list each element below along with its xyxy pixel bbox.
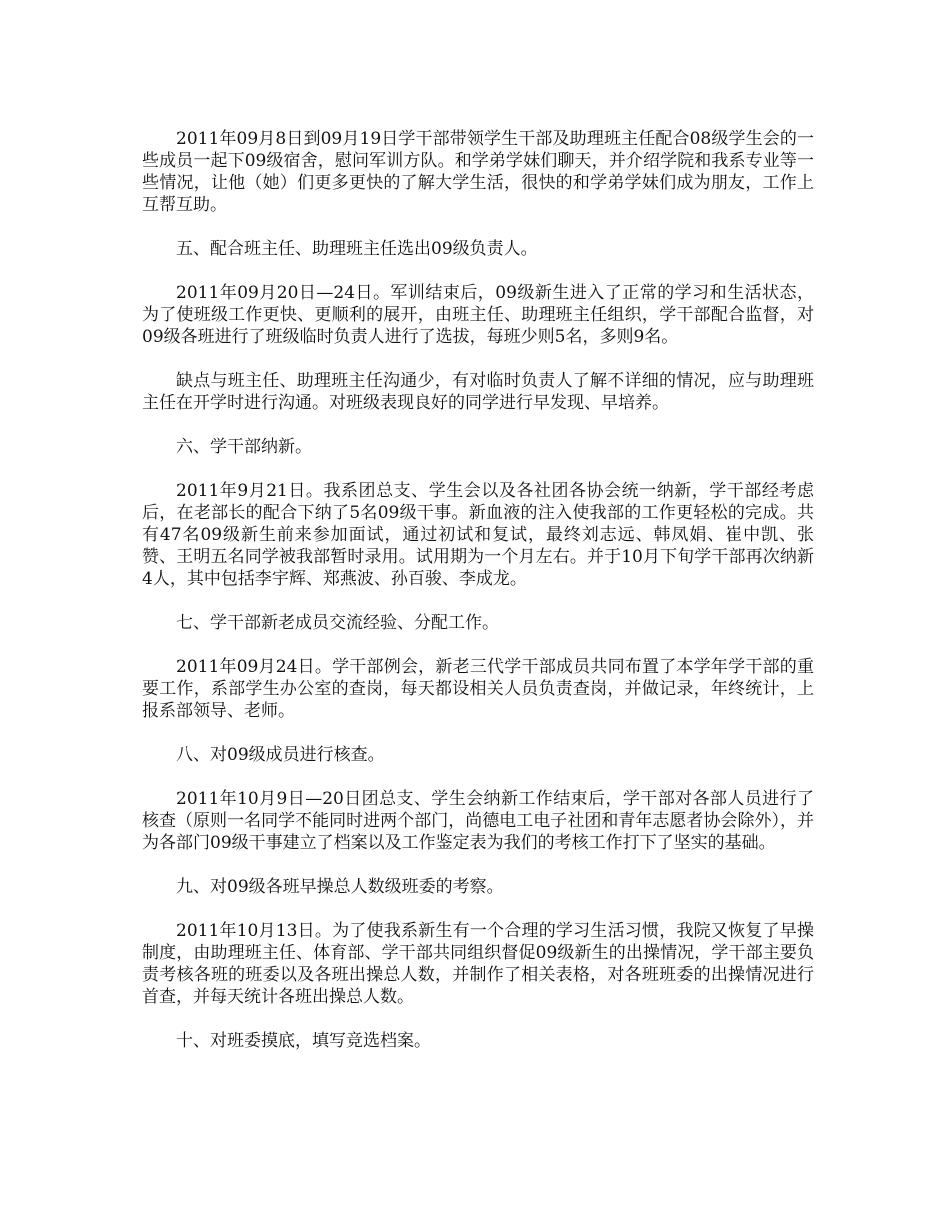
paragraph-shortcomings: 缺点与班主任、助理班主任沟通少，有对临时负责人了解不详细的情况，应与助理班主任在开学时进行沟通。对班级表现良好的同学进行早发现、早培养。 xyxy=(142,371,814,413)
paragraph-member-check: 2011年10月9日—20日团总支、学生会纳新工作结束后，学干部对各部人员进行了核查（原则一名同学不能同时进两个部门，尚德电工电子社团和青年志愿者协会除外），并为各部门09级干事建立了档案以及工作鉴定表为我们的考核工作打下了坚实的基础。 xyxy=(142,789,814,853)
paragraph-class-leader-selection: 2011年09月20日—24日。军训结束后，09级新生进入了正常的学习和生活状态，为了使班级工作更快、更顺利的展开，由班主任、助理班主任组织，学干部配合监督，对09级各班进行了班级临时负责人进行了选拔，每班少则5名，多则9名。 xyxy=(142,283,814,347)
section-heading-6: 六、学干部纳新。 xyxy=(176,437,312,457)
section-heading-5: 五、配合班主任、助理班主任选出09级负责人。 xyxy=(176,239,538,259)
section-heading-7: 七、学干部新老成员交流经验、分配工作。 xyxy=(176,613,499,633)
paragraph-morning-exercise: 2011年10月13日。为了使我系新生有一个合理的学习生活习惯，我院又恢复了早操制度，由助理班主任、体育部、学干部共同组织督促09级新生的出操情况，学干部主要负责考核各班的班委以及各班出操总人数，并制作了相关表格，对各班班委的出操情况进行首查，并每天统计各班出操总人数。 xyxy=(142,921,814,1007)
section-heading-10: 十、对班委摸底，填写竞选档案。 xyxy=(176,1031,431,1051)
paragraph-military-training-visit: 2011年09月8日到09月19日学干部带领学生干部及助理班主任配合08级学生会的一些成员一起下09级宿舍，慰问军训方队。和学弟学妹们聊天，并介绍学院和我系专业等一些情况，让他（她）们更多更快的了解大学生活，很快的和学弟学妹们成为朋友，工作上互帮互助。 xyxy=(142,129,814,215)
document-body xyxy=(142,128,814,1074)
paragraph-recruitment: 2011年9月21日。我系团总支、学生会以及各社团各协会统一纳新，学干部经考虑后，在老部长的配合下纳了5名09级干事。新血液的注入使我部的工作更轻松的完成。共有47名09级新生前来参加面试，通过初试和复试，最终刘志远、韩凤娟、崔中凯、张赞、王明五名同学被我部暂时录用。试用期为一个月左右。并于10月下旬学干部再次纳新4人，其中包括李宇辉、郑燕波、孙百骏、李成龙。 xyxy=(142,481,814,589)
section-heading-9: 九、对09级各班早操总人数级班委的考察。 xyxy=(176,877,504,897)
section-heading-8: 八、对09级成员进行核查。 xyxy=(176,745,385,765)
paragraph-work-assignment: 2011年09月24日。学干部例会，新老三代学干部成员共同布置了本学年学干部的重要工作，系部学生办公室的查岗，每天都设相关人员负责查岗，并做记录，年终统计，上报系部领导、老师。 xyxy=(142,657,814,721)
